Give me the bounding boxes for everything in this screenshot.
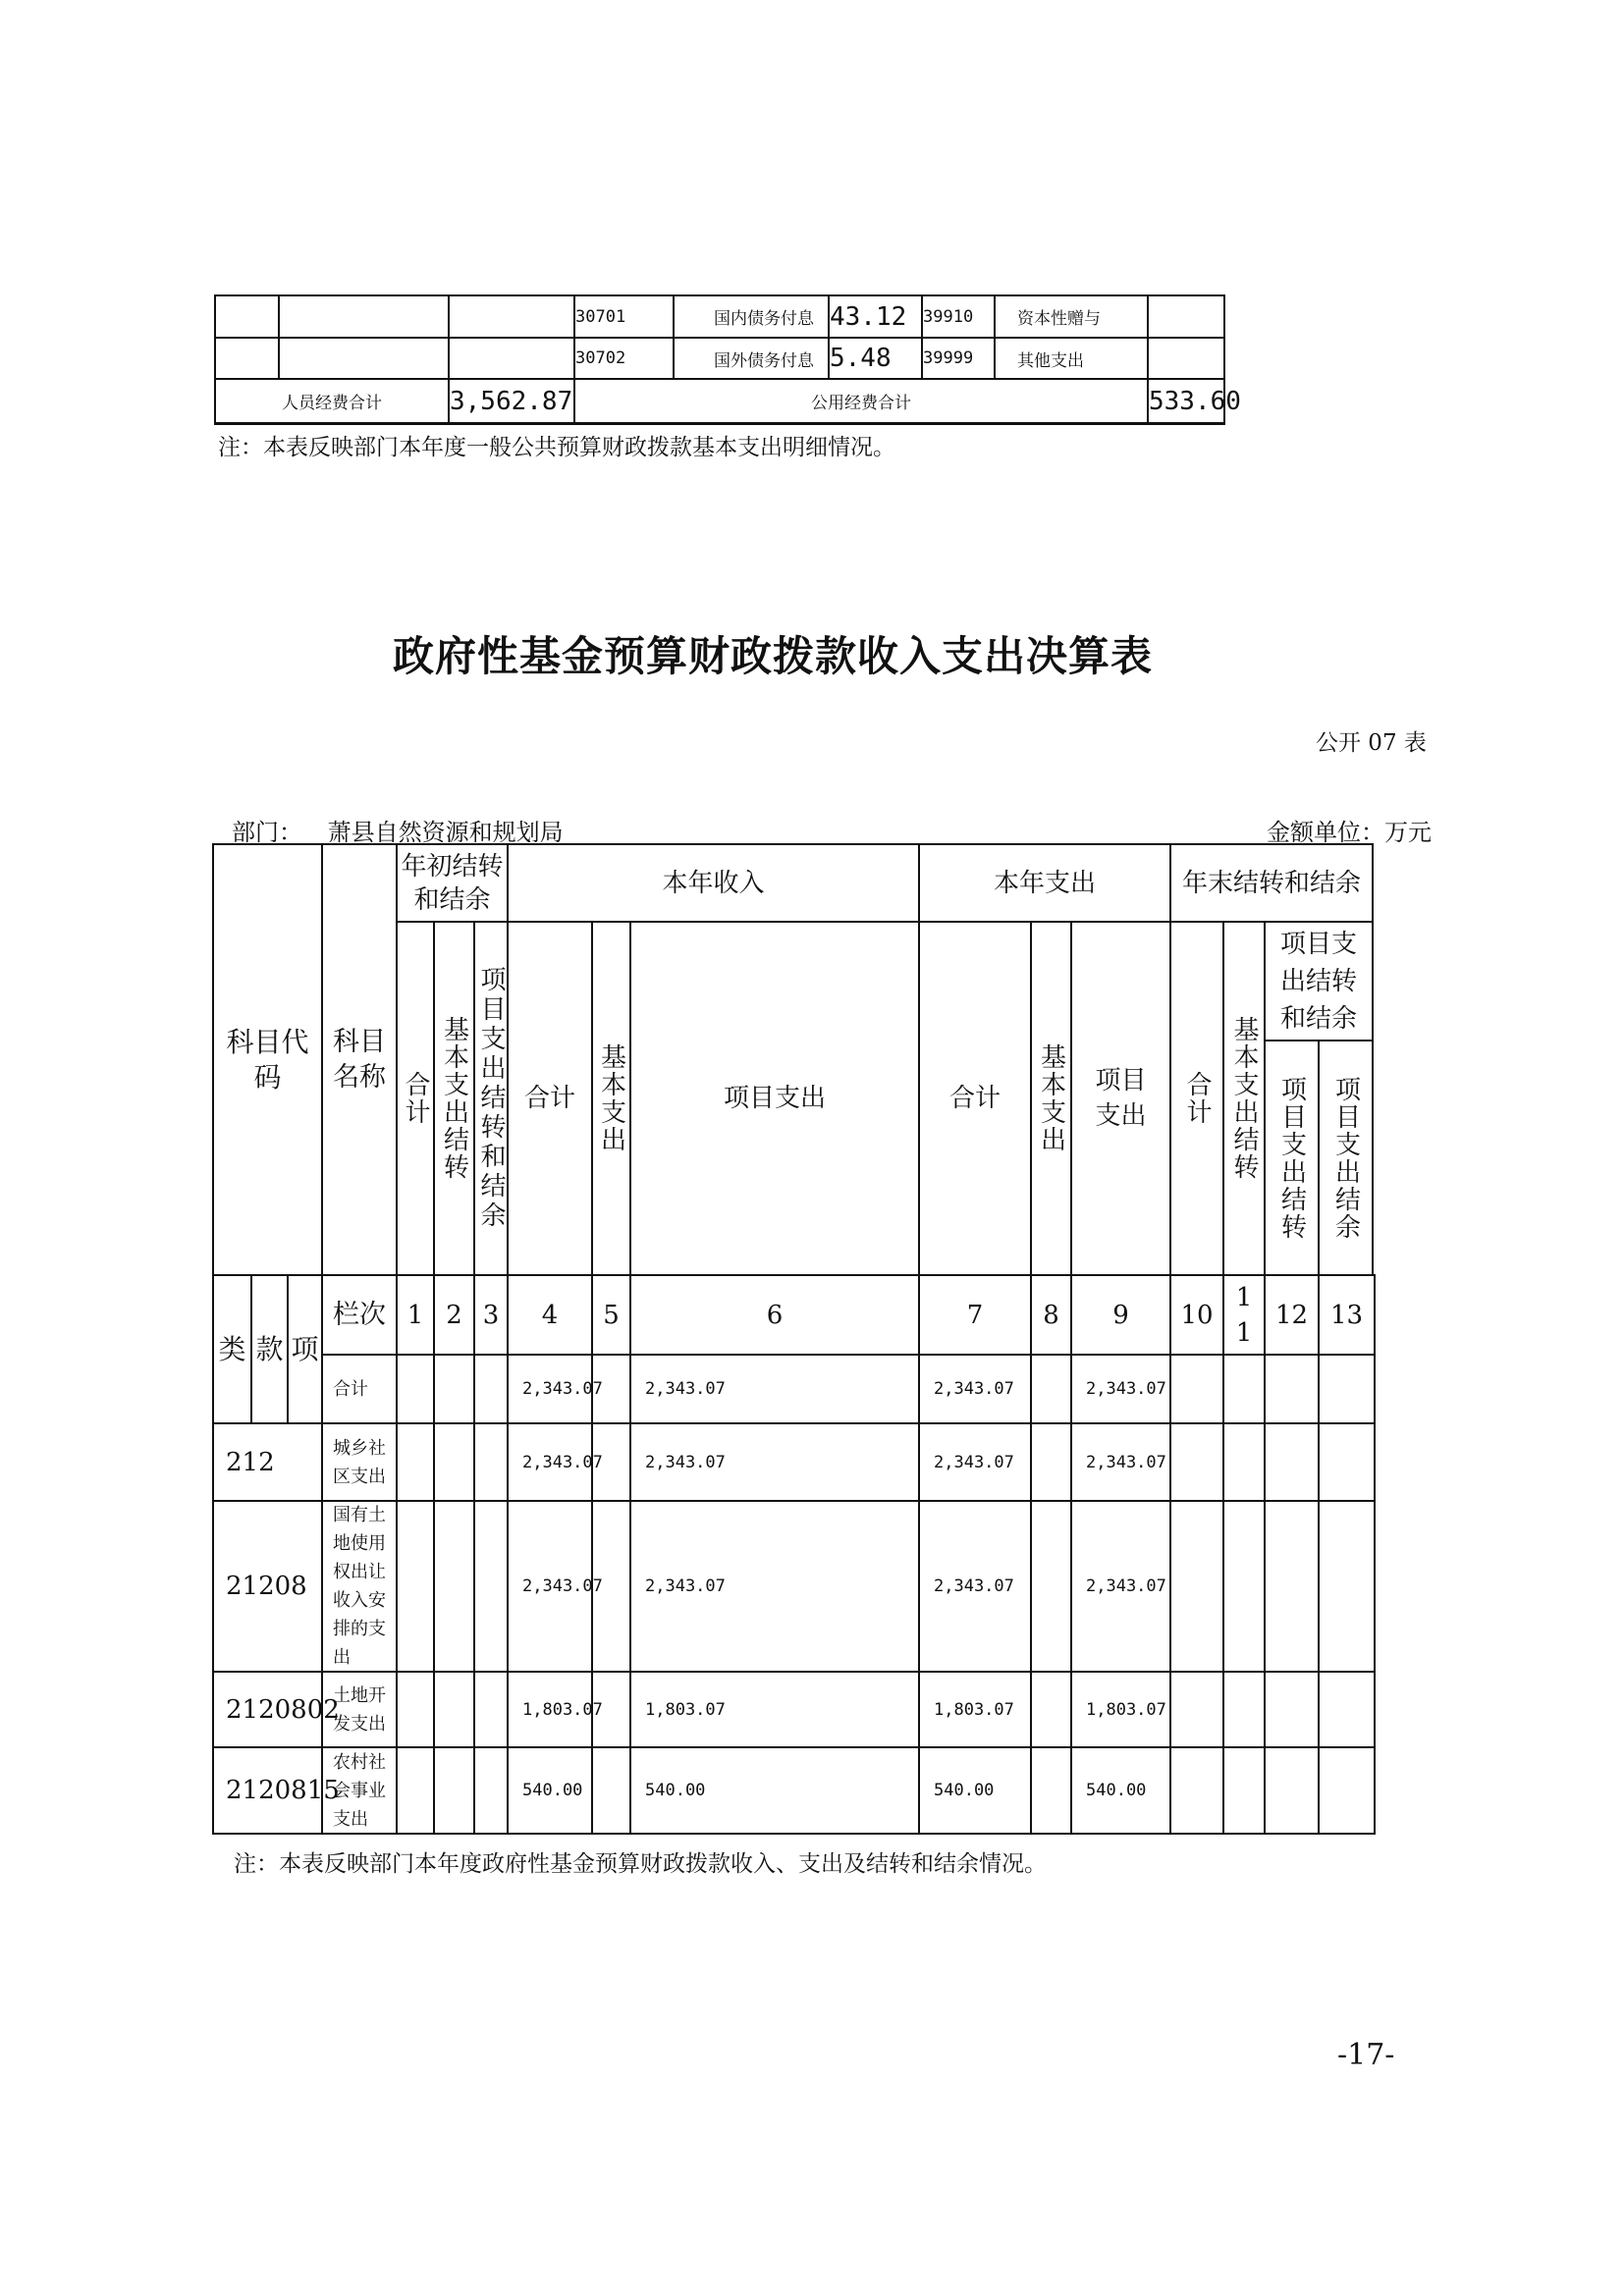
department-label: 部门： bbox=[232, 819, 302, 846]
header-col-13: 项目支出结余 bbox=[1318, 1040, 1374, 1276]
row-value bbox=[1264, 1746, 1320, 1835]
row-value bbox=[1169, 1671, 1224, 1748]
econ-name: 资本性赠与 bbox=[994, 294, 1149, 339]
column-number: 9 bbox=[1070, 1274, 1171, 1356]
row-value bbox=[473, 1500, 509, 1673]
row-value: 2,343.07 bbox=[1070, 1500, 1171, 1673]
row-code: 21208 bbox=[212, 1500, 323, 1673]
row-value bbox=[1222, 1746, 1266, 1835]
top-table-note: 注：本表反映部门本年度一般公共预算财政拨款基本支出明细情况。 bbox=[218, 435, 895, 460]
header-col-12: 项目支出结转 bbox=[1264, 1040, 1320, 1276]
row-value bbox=[1264, 1422, 1320, 1502]
public-total-label: 公用经费合计 bbox=[573, 378, 1149, 425]
row-value: 1,803.07 bbox=[1070, 1671, 1171, 1748]
row-value bbox=[1169, 1746, 1224, 1835]
column-number: 4 bbox=[507, 1274, 593, 1356]
row-value: 2,343.07 bbox=[918, 1500, 1032, 1673]
row-value: 2,343.07 bbox=[629, 1500, 920, 1673]
row-code: 212 bbox=[212, 1422, 323, 1502]
header-col-8: 基本支出 bbox=[1030, 921, 1072, 1276]
row-value: 1,803.07 bbox=[918, 1671, 1032, 1748]
row-value bbox=[473, 1671, 509, 1748]
row-value bbox=[473, 1422, 509, 1502]
row-value bbox=[1222, 1354, 1266, 1424]
column-number: 2 bbox=[433, 1274, 475, 1356]
header-col-4: 合计 bbox=[507, 921, 593, 1276]
row-value bbox=[1030, 1746, 1072, 1835]
header-section: 款 bbox=[250, 1274, 289, 1424]
amount: 5.48 bbox=[828, 337, 923, 380]
personnel-total-value: 3,562.87 bbox=[448, 378, 575, 425]
row-value: 2,343.07 bbox=[507, 1500, 593, 1673]
row-code: 2120802 bbox=[212, 1671, 323, 1748]
row-value: 2,343.07 bbox=[918, 1354, 1032, 1424]
header-category: 类 bbox=[212, 1274, 252, 1424]
row-value bbox=[1222, 1500, 1266, 1673]
row-name: 城乡社区支出 bbox=[321, 1422, 398, 1502]
row-value: 1,803.07 bbox=[507, 1671, 593, 1748]
row-value bbox=[396, 1746, 435, 1835]
row-value: 2,343.07 bbox=[1070, 1354, 1171, 1424]
row-value bbox=[473, 1746, 509, 1835]
unit-label: 金额单位：万元 bbox=[1267, 819, 1432, 846]
column-number: 10 bbox=[1169, 1274, 1224, 1356]
column-number: 1 bbox=[396, 1274, 435, 1356]
empty-cell bbox=[448, 294, 575, 339]
column-number: 12 bbox=[1264, 1274, 1320, 1356]
row-value bbox=[396, 1422, 435, 1502]
econ-code: 39910 bbox=[921, 294, 996, 339]
row-value bbox=[1169, 1500, 1224, 1673]
row-value bbox=[1264, 1671, 1320, 1748]
table-note: 注：本表反映部门本年度政府性基金预算财政拨款收入、支出及结转和结余情况。 bbox=[234, 1851, 1047, 1877]
econ-code: 30701 bbox=[573, 294, 675, 339]
row-value bbox=[1169, 1422, 1224, 1502]
row-value bbox=[1030, 1671, 1072, 1748]
row-value bbox=[591, 1354, 631, 1424]
header-col-10: 合计 bbox=[1169, 921, 1224, 1276]
row-name: 土地开发支出 bbox=[321, 1671, 398, 1748]
department-line bbox=[232, 813, 564, 847]
empty-cell bbox=[214, 294, 280, 339]
page-title: 政府性基金预算财政拨款收入支出决算表 bbox=[392, 632, 1153, 680]
row-value: 2,343.07 bbox=[629, 1354, 920, 1424]
row-value: 2,343.07 bbox=[507, 1354, 593, 1424]
empty-cell bbox=[448, 337, 575, 380]
row-value: 1,803.07 bbox=[629, 1671, 920, 1748]
row-value bbox=[1222, 1422, 1266, 1502]
personnel-total-label: 人员经费合计 bbox=[214, 378, 450, 425]
page-number: -17- bbox=[1337, 2038, 1395, 2072]
row-value bbox=[591, 1422, 631, 1502]
row-value bbox=[1222, 1671, 1266, 1748]
row-value: 540.00 bbox=[629, 1746, 920, 1835]
econ-name: 国外债务付息 bbox=[673, 337, 830, 380]
column-number: 3 bbox=[473, 1274, 509, 1356]
column-number: 8 bbox=[1030, 1274, 1072, 1356]
amount: 43.12 bbox=[828, 294, 923, 339]
row-code: 2120815 bbox=[212, 1746, 323, 1835]
econ-name: 其他支出 bbox=[994, 337, 1149, 380]
row-value: 2,343.07 bbox=[507, 1422, 593, 1502]
row-value bbox=[433, 1746, 475, 1835]
row-value bbox=[1318, 1671, 1376, 1748]
column-number: 5 bbox=[591, 1274, 631, 1356]
row-value bbox=[1318, 1500, 1376, 1673]
row-value: 540.00 bbox=[918, 1746, 1032, 1835]
row-value bbox=[1318, 1422, 1376, 1502]
row-value bbox=[1318, 1746, 1376, 1835]
econ-code: 39999 bbox=[921, 337, 996, 380]
column-number: 7 bbox=[918, 1274, 1032, 1356]
row-value bbox=[433, 1500, 475, 1673]
row-value bbox=[591, 1671, 631, 1748]
amount bbox=[1147, 294, 1225, 339]
row-value bbox=[396, 1500, 435, 1673]
row-name: 国有土地使用权出让收入安排的支出 bbox=[321, 1500, 398, 1673]
row-name: 农村社会事业支出 bbox=[321, 1746, 398, 1835]
header-col-1: 合计 bbox=[396, 921, 435, 1276]
department-name: 萧县自然资源和规划局 bbox=[327, 819, 564, 846]
group-expenditure: 本年支出 bbox=[918, 843, 1171, 923]
header-col-5: 基本支出 bbox=[591, 921, 631, 1276]
row-value bbox=[396, 1354, 435, 1424]
row-value bbox=[1030, 1500, 1072, 1673]
econ-code: 30702 bbox=[573, 337, 675, 380]
header-col-6: 项目支出 bbox=[629, 921, 920, 1276]
group-opening-balance: 年初结转和结余 bbox=[396, 843, 509, 923]
row-value bbox=[591, 1746, 631, 1835]
group-closing-balance: 年末结转和结余 bbox=[1169, 843, 1374, 923]
row-value bbox=[1264, 1354, 1320, 1424]
row-value bbox=[591, 1500, 631, 1673]
empty-cell bbox=[278, 337, 450, 380]
header-col-2: 基本支出结转 bbox=[433, 921, 475, 1276]
row-value bbox=[433, 1422, 475, 1502]
row-value bbox=[1169, 1354, 1224, 1424]
header-project-carryover-group: 项目支出结转和结余 bbox=[1264, 921, 1374, 1041]
column-number: 6 bbox=[629, 1274, 920, 1356]
header-col-7: 合计 bbox=[918, 921, 1032, 1276]
column-number: 13 bbox=[1318, 1274, 1376, 1356]
row-value: 540.00 bbox=[507, 1746, 593, 1835]
header-name: 科目名称 bbox=[321, 843, 398, 1276]
row-value bbox=[1030, 1354, 1072, 1424]
row-value bbox=[1030, 1422, 1072, 1502]
table-number: 公开 07 表 bbox=[1316, 730, 1427, 756]
header-col-3: 项目支出结转和结余 bbox=[473, 921, 509, 1276]
group-income: 本年收入 bbox=[507, 843, 920, 923]
econ-name: 国内债务付息 bbox=[673, 294, 830, 339]
header-col-9: 项目支出 bbox=[1070, 921, 1171, 1276]
row-value bbox=[396, 1671, 435, 1748]
row-value bbox=[1318, 1354, 1376, 1424]
header-code: 科目代码 bbox=[212, 843, 323, 1276]
row-value: 2,343.07 bbox=[1070, 1422, 1171, 1502]
row-value bbox=[433, 1354, 475, 1424]
empty-cell bbox=[278, 294, 450, 339]
row-index-label: 栏次 bbox=[321, 1274, 398, 1356]
public-total-value: 533.60 bbox=[1147, 378, 1225, 425]
row-value bbox=[1264, 1500, 1320, 1673]
header-col-11: 基本支出结转 bbox=[1222, 921, 1266, 1276]
amount bbox=[1147, 337, 1225, 380]
row-name: 合计 bbox=[321, 1354, 398, 1424]
empty-cell bbox=[214, 337, 280, 380]
row-value bbox=[473, 1354, 509, 1424]
row-value: 2,343.07 bbox=[629, 1422, 920, 1502]
row-value bbox=[433, 1671, 475, 1748]
column-number: 11 bbox=[1222, 1274, 1266, 1356]
header-item: 项 bbox=[287, 1274, 323, 1424]
row-value: 2,343.07 bbox=[918, 1422, 1032, 1502]
row-value: 540.00 bbox=[1070, 1746, 1171, 1835]
